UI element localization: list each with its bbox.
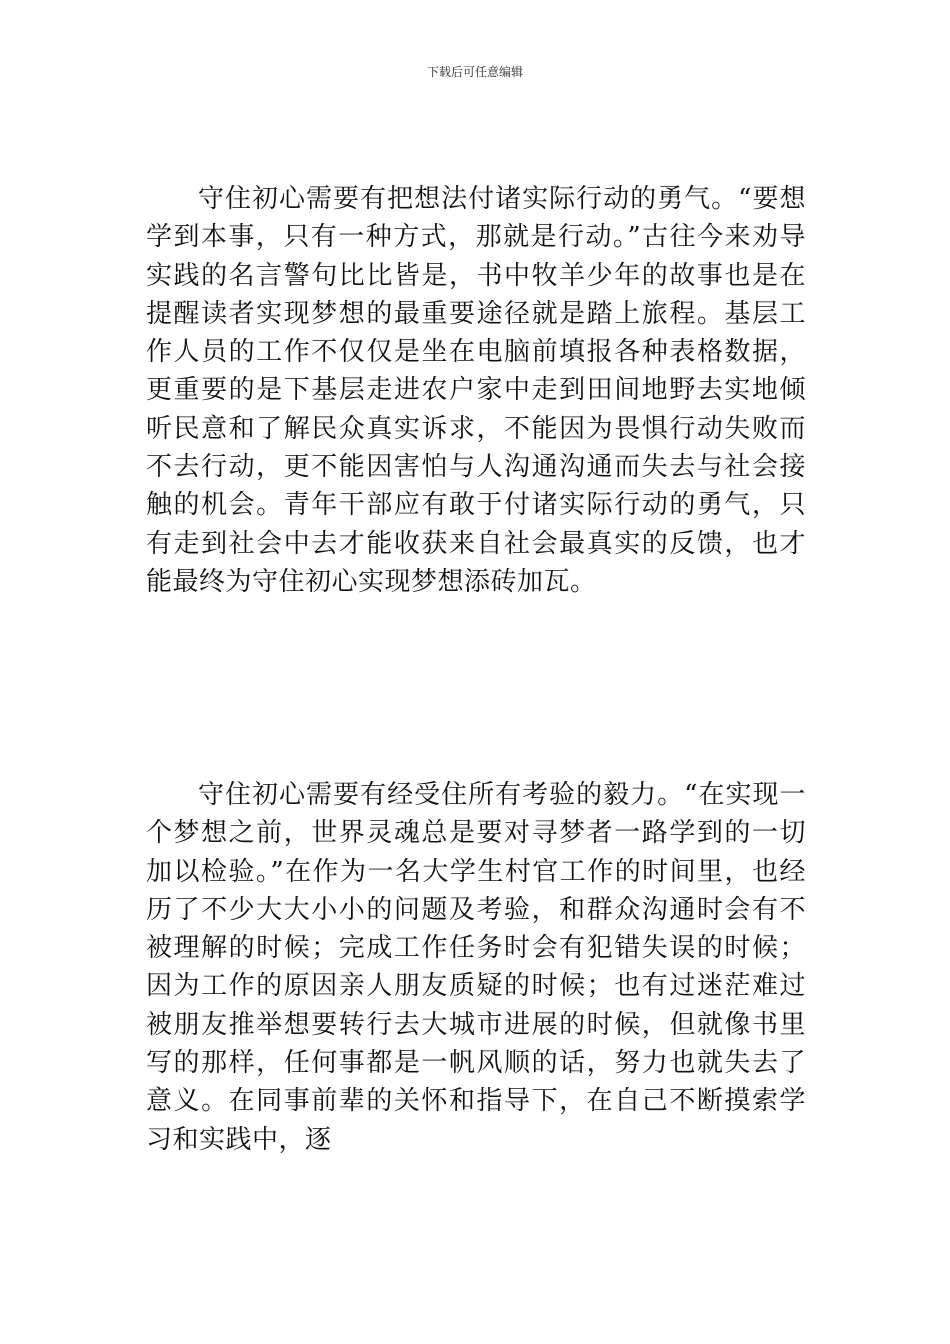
header-note: 下载后可任意编辑	[426, 65, 523, 79]
body-paragraph-2: 守住初心需要有经受住所有考验的毅力。“在实现一个梦想之前，世界灵魂总是要对寻梦者一路学到的一切加以检验。”在作为一名大学生村官工作的时间里，也经历了不少大大小小的问题及考验，和群众沟通时会有不被理解的时候；完成工作任务时会有犯错失误的时候；因为工作的原因亲人朋友质疑的时候；也有过迷茫难过被朋友推举想要转行去大城市进展的时候，但就像书里写的那样，任何事都是一帆风顺的话，努力也就失去了意义。在同事前辈的关怀和指导下，在自己不断摸索学习和实践中，逐	[146, 780, 806, 1155]
body-paragraph-1: 守住初心需要有把想法付诸实际行动的勇气。“要想学到本事，只有一种方式，那就是行动。”古往今来劝导实践的名言警句比比皆是，书中牧羊少年的故事也是在提醒读者实现梦想的最重要途径就是踏上旅程。基层工作人员的工作不仅仅是坐在电脑前填报各种表格数据，更重要的是下基层走进农户家中走到田间地野去实地倾听民意和了解民众真实诉求，不能因为畏惧行动失败而不去行动，更不能因害怕与人沟通沟通而失去与社会接触的机会。青年干部应有敢于付诸实际行动的勇气，只有走到社会中去才能收获来自社会最真实的反馈，也才能最终为守住初心实现梦想添砖加瓦。	[146, 184, 806, 597]
